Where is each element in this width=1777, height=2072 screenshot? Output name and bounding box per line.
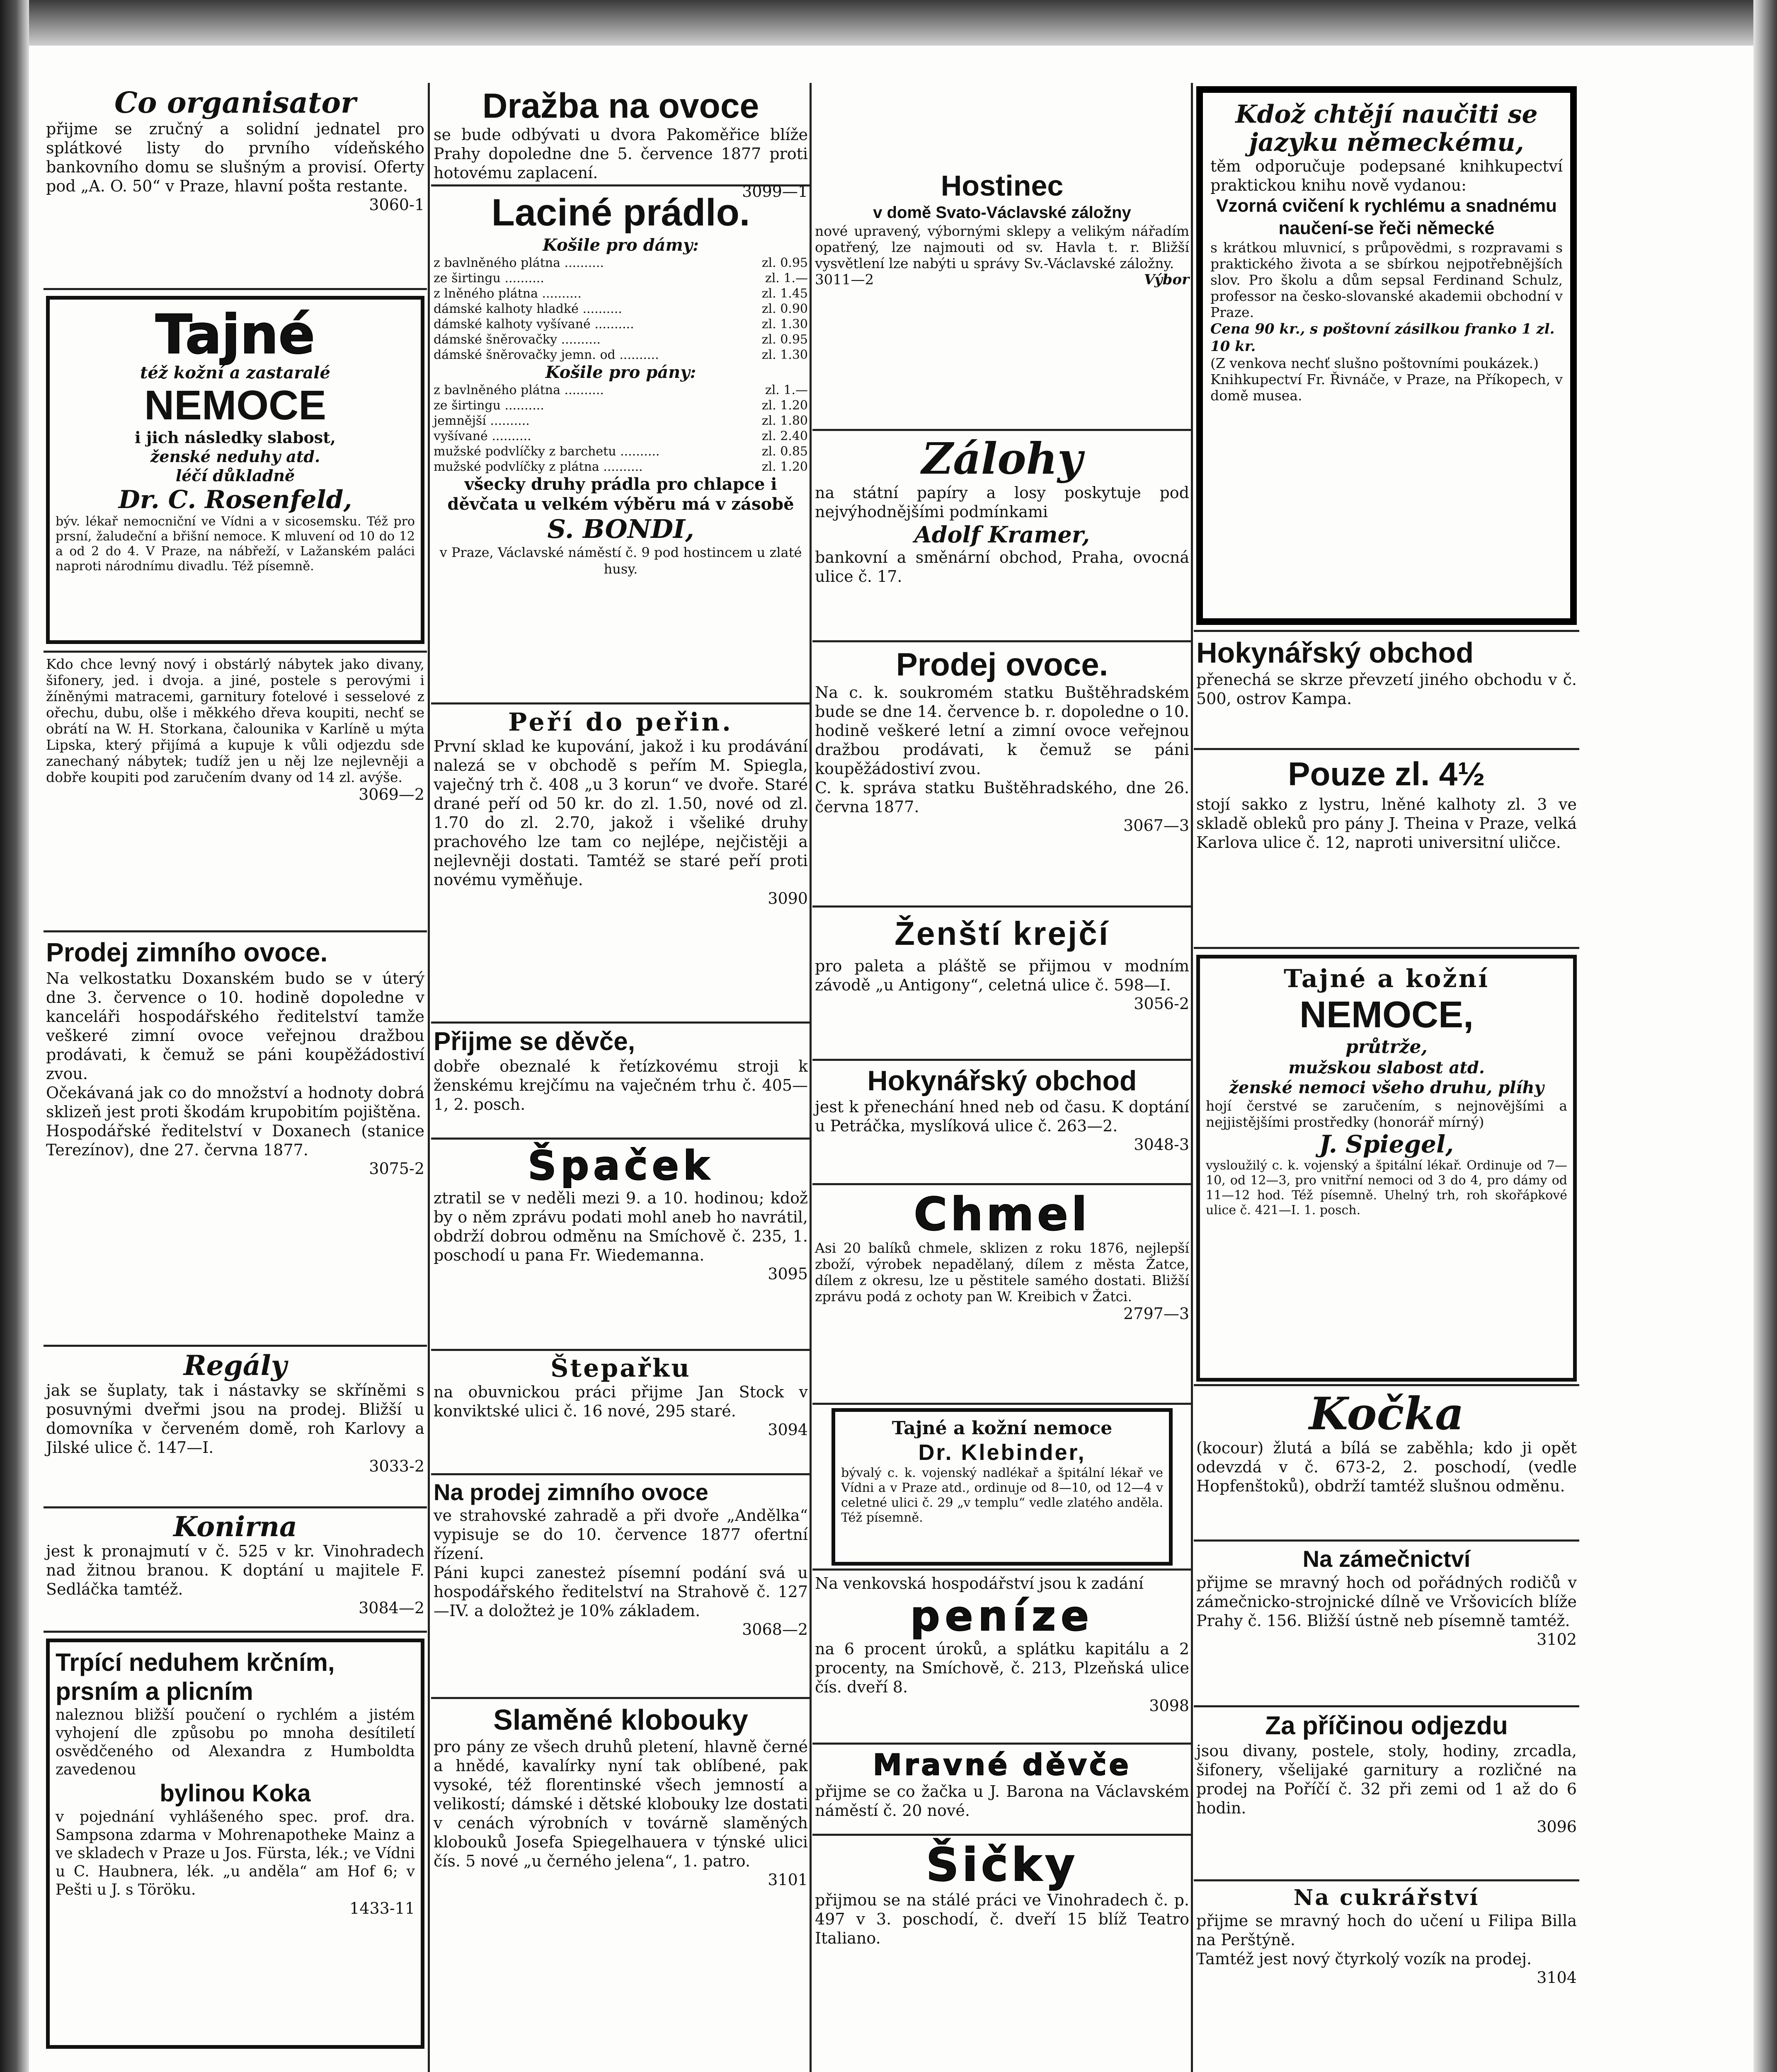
- ad-ref: 3084—2: [359, 1599, 424, 1617]
- ad-trpici: [44, 1633, 427, 2047]
- price-value: zl. 1.45: [761, 286, 808, 301]
- ad-hostinec: [812, 166, 1192, 431]
- ad-chmel: [812, 1185, 1192, 1405]
- ad-hokynarsky-obchod: [812, 1061, 1192, 1185]
- ad-ref: 1433-11: [349, 1899, 415, 1917]
- price-row: [434, 317, 808, 332]
- ad-doctor: J. Spiegel,: [1319, 1130, 1454, 1158]
- ad-ref: 3056-2: [1134, 995, 1189, 1013]
- price-item: dámské kalhoty hladké ..........: [434, 302, 622, 316]
- ad-body: ztratil se v neděli mezi 9. a 10. hodinou; kdož by o něm zprávu podati mohl aneb ho navrátil, obdrží dobrou odměnu na Smíchově č. 235, 1. poschodí u pana Fr. Wiedemanna.: [434, 1189, 808, 1264]
- column-1: [44, 83, 427, 2072]
- price-row: [434, 382, 808, 398]
- ad-publisher: Knihkupectví Fr. Řivnáče, v Praze, na Příkopech, v domě musea.: [1210, 371, 1563, 404]
- ad-mravne-devce: [812, 1745, 1192, 1836]
- ad-product: bylinou Koka: [160, 1780, 311, 1807]
- price-row: [434, 398, 808, 413]
- ad-tajne-kozni-nemoce: [1194, 949, 1579, 1384]
- scan-edge-right: [1753, 0, 1777, 2072]
- price-item: z lněného plátna ..........: [434, 286, 582, 301]
- ad-line: i jich následky slabost,: [135, 428, 336, 447]
- ad-ref: 3011—2: [815, 271, 874, 288]
- ad-ref: 3096: [1537, 1818, 1577, 1836]
- ad-body: C. k. správa statku Buštěhradského, dne 26. června 1877.: [815, 779, 1189, 816]
- ad-body: Na velkostatku Doxanském budo se v úterý dne 3. července o 10. hodině dopoledne v kanceláři hospodářského ředitelství tamže veškeré zimní ovoce veřejnou dražbou prodávati, k čemuž se páni koupěžádostiví zvou.: [46, 969, 424, 1083]
- scan-edge-top: [0, 0, 1777, 46]
- ad-body: přijme se mravný hoch do učení u Filipa Billa na Perštýně.: [1196, 1912, 1577, 1949]
- ad-body: přenechá se skrze převzetí jiného obchodu v č. 500, ostrov Kampa.: [1196, 670, 1577, 708]
- ad-zimni-ovoce: [431, 1475, 810, 1699]
- price-item: z bavlněného plátna ..........: [434, 256, 604, 270]
- ad-prijme-devce: [431, 1024, 810, 1140]
- ad-ref: 3098: [1149, 1697, 1189, 1715]
- ad-body: bývalý c. k. vojenský nadlékař a špitální lékař ve Vídni a v Praze atd., ordinuje od 8—10, od 12—4 v celetné ulici č. 29 „v templu“ vedle zlatého anděla. Též písemně.: [841, 1466, 1163, 1525]
- ad-body: přijme se zručný a solidní jednatel pro splátkové listy do prvního vídeňského bankovního domu se slušným a provisí. Oferty pod „A. O. 50“ v Praze, hlavní pošta restante.: [46, 120, 424, 195]
- price-item: mužské podvlíčky z barchetu ..........: [434, 444, 660, 459]
- ad-title: Tajné: [155, 303, 315, 366]
- price-row: [434, 459, 808, 474]
- ad-line: průtrže,: [1345, 1036, 1428, 1058]
- ad-body: hojí čerstvé se zaručením, s nejnovějšími a nejjistějšími prostředky (honorář mírný): [1206, 1098, 1567, 1130]
- ad-body: První sklad ke kupování, jakož i ku prodávání nalezá se v obchodě s peřím M. Spiegla, vaječný trh č. 408 „u 3 korun“ ve dvoře. Staré drané peří od 50 kr. do zl. 1.50, nové od zl. 1.70 do zl. 2.70, jakož i všeliké druhy prachového lze tam co nejlépe, nejčistěji a nejlevněji dostati. Tamtéž se staré peří proti novému vyměňuje.: [434, 737, 808, 889]
- ad-title: Peří do peřin.: [508, 708, 733, 737]
- price-item: vyšívané ..........: [434, 429, 531, 443]
- ad-book: Vzorná cvičení k rychlému a snadnému naučení-se řeči německé: [1216, 196, 1557, 238]
- ad-title: Kdož chtějí naučiti se jazyku německému,: [1235, 100, 1538, 157]
- ad-title: Mravné děvče: [873, 1748, 1131, 1782]
- ad-line: léčí důkladně: [175, 466, 295, 485]
- price-row: [434, 413, 808, 428]
- ad-title: Tajné a kožní nemoce: [892, 1418, 1113, 1439]
- ad-body: (Z venkova nechť slušno poštovními poukázek.): [1210, 355, 1539, 371]
- ad-firm: S. BONDI,: [547, 514, 694, 544]
- ad-peri: [431, 704, 810, 1024]
- ad-title: Zálohy: [921, 433, 1083, 484]
- ad-title: Dražba na ovoce: [482, 86, 759, 125]
- ad-title: Ženští krejčí: [895, 915, 1110, 952]
- price-row: [434, 428, 808, 444]
- ad-subtitle: v domě Svato-Václavské záložny: [873, 203, 1131, 222]
- ad-nabytek: [44, 651, 427, 932]
- ad-title: Konirna: [173, 1510, 297, 1543]
- ad-title: Hostinec: [941, 169, 1064, 202]
- ad-body: se bude odbývati u dvora Pakoměřice blíže Prahy dopoledne dne 5. července 1877 proti hotovému zaplacení.: [434, 126, 808, 182]
- ad-title: Chmel: [914, 1188, 1091, 1241]
- ad-title: Hokynářský obchod: [867, 1065, 1137, 1097]
- ad-sicky: [812, 1836, 1192, 1973]
- ad-title: Na prodej zimního ovoce: [434, 1479, 708, 1505]
- ad-line: ženské neduhy atd.: [150, 447, 320, 466]
- ad-body: stojí sakko z lystru, lněné kalhoty zl. 3 ve skladě obleků pro pány J. Theina v Praze, velká Karlova ulice č. 12, naproti universitní uličce.: [1196, 795, 1577, 852]
- price-value: zl. 2.40: [761, 429, 808, 443]
- price-value: zl. 0.85: [761, 444, 808, 459]
- ad-body: jsou divany, postele, stoly, hodiny, zrcadla, šifonery, všelijaké garnitury a rozličné na prodej na Poříčí č. 32 při zemi od 1 až do 6 hodin.: [1196, 1742, 1577, 1817]
- ad-title: Prodej ovoce.: [896, 646, 1108, 683]
- ad-price: Cena 90 kr., s poštovní zásilkou franko 1 zl. 10 kr.: [1210, 321, 1555, 355]
- ad-ref: 3069—2: [359, 785, 424, 804]
- ad-konirna: [44, 1508, 427, 1633]
- ad-title: Na cukrářství: [1293, 1885, 1480, 1910]
- ad-slamene-klobouky: [431, 1699, 810, 2055]
- price-row: [434, 444, 808, 459]
- ad-title: Přijme se děvče,: [434, 1027, 635, 1056]
- price-value: zl. 1.80: [761, 414, 808, 428]
- price-value: zl. 0.90: [761, 302, 808, 316]
- ad-body: pro paleta a pláště se přijmou v modním závodě „u Antigony“, celetná ulice č. 598—I.: [815, 957, 1189, 994]
- ad-body: vysloužilý c. k. vojenský a špitální lékař. Ordinuje od 7—10, od 12—3, pro vnitřní nemoci od 3 do 4, pro dámy od 11—12 hod. Též písemně. Uhelný trh, roh skořápkové ulice č. 421—I. 1. posch.: [1206, 1158, 1567, 1218]
- ad-ref: 3104: [1537, 1968, 1577, 1987]
- ad-title: Slaměné klobouky: [493, 1704, 748, 1736]
- ad-line: ženské nemoci všeho druhu, plíhy: [1229, 1078, 1544, 1097]
- price-list-men: [434, 382, 808, 474]
- ad-title: Trpící neduhem krčním, prsním a plicním: [56, 1648, 335, 1705]
- ad-title: Tajné a kožní: [1283, 964, 1490, 993]
- ad-ref: 3060-1: [369, 196, 424, 214]
- ad-body: přijme se mravný hoch od pořádných rodičů v zámečnicko-strojnické dílně ve Vršovicích blíže Prahy č. 156. Bližší ústně neb písemně tamtéž.: [1196, 1573, 1577, 1630]
- price-value: zl. 1.20: [761, 398, 808, 413]
- price-item: z bavlněného plátna ..........: [434, 383, 604, 397]
- price-row: [434, 332, 808, 347]
- price-value: zl. 0.95: [761, 332, 808, 347]
- ad-zensti-krejci: [812, 908, 1192, 1061]
- ad-body: naleznou bližší poučení o rychlém a jistém vyhojení dle způsobu po mnoha desítiletí osvědčeného od Alexandra z Humboldta zavedenou: [56, 1706, 415, 1778]
- ad-body: na 6 procent úroků, a splátku kapitálu a 2 procenty, na Smíchově, č. 213, Plzeňská ulice čís. dveří 8.: [815, 1640, 1189, 1696]
- ad-body: ve strahovské zahradě a při dvoře „Andělka“ vypisuje se do 10. července 1877 ofertní řízení.: [434, 1506, 808, 1563]
- ad-body: (kocour) žlutá a bílá se zaběhla; kdo ji opět odevzdá v č. 673-2, 2. poschodí, (vedle Hopfenštoků), obdrží tamtéž slušnou odměnu.: [1196, 1439, 1577, 1495]
- ad-steparku: [431, 1351, 810, 1475]
- ad-klebinder: [812, 1405, 1192, 1571]
- price-value: zl. 1.30: [761, 348, 808, 362]
- price-value: zl. 1.30: [761, 317, 808, 332]
- ad-title: peníze: [910, 1592, 1094, 1640]
- ad-line: mužskou slabost atd.: [1288, 1058, 1485, 1077]
- ad-body: nové upravený, výbornými sklepy a velikým nářadím opatřený, lze najmouti od sv. Havla t. r. Bližší vysvětlení lze nabýti u správy Sv.-Václavské záložny.: [815, 223, 1189, 271]
- ad-subtitle: Košile pro pány:: [545, 363, 696, 382]
- ad-regaly: [44, 1347, 427, 1508]
- ad-subtitle: též kožní a zastaralé: [140, 363, 330, 382]
- ad-body: Hospodářské ředitelství v Doxanech (stanice Terezínov), dne 27. června 1877.: [46, 1122, 424, 1159]
- ad-prodej-zimniho-ovoce: [44, 932, 427, 1347]
- ad-address: v Praze, Václavské náměstí č. 9 pod hostincem u zlaté husy.: [439, 545, 802, 577]
- ad-title: Na zámečnictví: [1302, 1546, 1471, 1572]
- ad-body: býv. lékař nemocniční ve Vídni a v sicosemsku. Též pro prsní, žaludeční a břišní nemoce. K mluvení od 10 do 12 a od 2 do 4. V Praze, na nábřeží, v Lažanském paláci naproti národnímu divadlu. Též písemně.: [56, 514, 415, 574]
- ad-intro: Na venkovská hospodářství jsou k zadání: [815, 1574, 1144, 1593]
- ad-tajne-nemoce: [44, 290, 427, 651]
- ad-title: Prodej zimního ovoce.: [46, 937, 328, 967]
- price-item: mužské podvlíčky z plátna ..........: [434, 460, 643, 474]
- column-4: [1194, 83, 1579, 2072]
- ad-zamecnictvi: [1194, 1542, 1579, 1707]
- ad-jazyk-nemecky: [1194, 83, 1579, 630]
- ad-body: v pojednání vyhlášeného spec. prof. dra. Sampsona zdarma v Mohrenapotheke Mainz a ve skladech v Praze u Jos. Fürsta, lék.; ve Vídni u C. Haubnera, lék. „u anděla“ am Hof 6; v Pešti u J. s Töröku.: [56, 1808, 415, 1898]
- column-3: [812, 83, 1192, 2072]
- ad-title: Kočka: [1309, 1388, 1464, 1440]
- price-value: zl. 0.95: [761, 256, 808, 270]
- ad-title: Pouze zl. 4½: [1288, 755, 1485, 792]
- ad-spacek: [431, 1140, 810, 1351]
- ad-body: Na c. k. soukromém statku Buštěhradském bude se dne 14. července b. r. dopoledne o 10. hodině veškeré letní a zimní ovoce veřejnou dražbou prodávati, k čemuž se páni koupěžádostiví zvou.: [815, 683, 1189, 778]
- ad-doctor: Dr. Klebinder,: [918, 1440, 1086, 1465]
- ad-ref: 3090: [768, 889, 808, 908]
- ad-body: jest k přenechání hned neb od času. K doptání u Petráčka, myslíková ulice č. 263—2.: [815, 1098, 1189, 1135]
- ad-body: Očekávaná jak co do množství a hodnoty dobrá sklizeň jest proti škodám krupobitím pojištěna.: [46, 1084, 424, 1121]
- ad-hokynarsky-obchod-2: [1194, 630, 1579, 750]
- ad-ref: 3099—1: [742, 182, 808, 201]
- ad-kocka: [1194, 1384, 1579, 1542]
- ad-signature: Výbor: [1144, 271, 1189, 288]
- ad-ref: 3048-3: [1134, 1135, 1189, 1154]
- column-2: [431, 83, 810, 2072]
- ad-title-2: NEMOCE,: [1299, 994, 1474, 1036]
- price-row: [434, 271, 808, 286]
- ad-body: Tamtéž jest nový čtyrkolý vozík na prodej.: [1196, 1950, 1532, 1968]
- ad-title-2: NEMOCE: [144, 382, 326, 428]
- ad-zalohy: [812, 431, 1192, 642]
- ad-footer: všecky druhy prádla pro chlapce i děvčata u velkém výběru má v zásobě: [447, 474, 794, 514]
- ad-title: Špaček: [528, 1143, 714, 1189]
- ad-ref: 3102: [1537, 1630, 1577, 1648]
- price-item: dámské šněrovačky jemn. od ..........: [434, 348, 659, 362]
- ad-penize: [812, 1571, 1192, 1745]
- ad-body: jak se šuplaty, tak i nástavky se skříněmi s posuvnými dveřmi jsou na prodej. Bližší u domovníka v červeném domě, roh Karlovy a Jilské ulice č. 147—I.: [46, 1381, 424, 1457]
- ad-title: Regály: [183, 1349, 287, 1382]
- ad-name: Adolf Kramer,: [914, 521, 1090, 548]
- ad-ref: 2797—3: [1123, 1305, 1189, 1323]
- ad-pouze: [1194, 750, 1579, 949]
- price-item: ze širtingu ..........: [434, 398, 544, 413]
- ad-ref: 3075-2: [369, 1159, 424, 1178]
- ad-body: na obuvnickou práci přijme Jan Stock v konviktské ulici č. 16 nové, 295 staré.: [434, 1383, 808, 1420]
- price-row: [434, 286, 808, 301]
- ad-title: Co organisator: [114, 85, 356, 120]
- ad-body: dobře obeznalé k řetízkovému stroji k ženskému krejčímu na vaječném trhu č. 405—1, 2. posch.: [434, 1057, 808, 1113]
- price-item: jemnější ..........: [434, 414, 530, 428]
- ad-title: Hokynářský obchod: [1196, 637, 1474, 669]
- ad-prodej-ovoce: [812, 642, 1192, 908]
- ad-za-pricinou-odjezdu: [1194, 1707, 1579, 1881]
- ad-body: těm odporučuje podepsané knihkupectví praktickou knihu nově vydanou:: [1210, 157, 1563, 194]
- ad-title: Štepařku: [550, 1354, 691, 1383]
- price-list-women: [434, 255, 808, 363]
- ad-body: na státní papíry a losy poskytuje pod nejvýhodnějšími podmínkami: [815, 484, 1189, 521]
- price-item: dámské kalhoty vyšívané ..........: [434, 317, 634, 332]
- price-item: ze širtingu ..........: [434, 271, 544, 286]
- ad-body: s krátkou mluvnicí, s průpovědmi, s rozpravami s praktického života a se sbírkou nejpotřebnějších slov. Pro školu a dům sepsal Ferdinand Schulz, professor na česko-slovanské akademii obchodní v Praze.: [1210, 240, 1563, 320]
- ad-doctor: Dr. C. Rosenfeld,: [118, 485, 352, 514]
- price-item: dámské šněrovačky ..........: [434, 332, 601, 347]
- price-value: zl. 1.—: [765, 271, 808, 286]
- ad-lacine-pradlo: [431, 186, 810, 704]
- column-rule: [428, 83, 430, 2072]
- ad-body: jest k pronajmutí v č. 525 v kr. Vinohradech nad žitnou branou. K doptání u majitele F. Sedláčka tamtéž.: [46, 1542, 424, 1598]
- ad-body: přijmou se na stálé práci ve Vinohradech č. p. 497 v 3. poschodí, č. dveří 15 blíž Teatro Italiano.: [815, 1891, 1189, 1947]
- ad-body: pro pány ze všech druhů pletení, hlavně černé a hnědé, kavalírky nyní tak oblíbené, pak vysoké, též florentinské všech jemností a velikostí; dámské i dětské klobouky lze dostati v cenách výrobních v továrně slaměných klobouků Josefa Spiegelhauera v týnské ulici čís. 5 nové „u černého jelena“, 1. patro.: [434, 1738, 808, 1870]
- ad-body: bankovní a směnární obchod, Praha, ovocná ulice č. 17.: [815, 548, 1189, 586]
- price-row: [434, 255, 808, 271]
- ad-body: Asi 20 balíků chmele, sklizen z roku 1876, nejlepší zboží, výrobek nepadělaný, dílem z města Žatce, dílem z okresu, lze u pěstitele samého dostati. Bližší zprávu podá z ochoty pan W. Kreibich v Žatci.: [815, 1240, 1189, 1305]
- ad-title: Laciné prádlo.: [491, 191, 750, 234]
- ad-subtitle: Košile pro dámy:: [543, 235, 699, 255]
- ad-body: Páni kupci zanesteż písemní podání svá u hospodářského ředitelství na Strahově č. 127—IV. a doložteż je 10% základem.: [434, 1564, 808, 1620]
- ad-drazba-na-ovoce: [431, 83, 810, 201]
- ad-ref: 3068—2: [742, 1620, 808, 1639]
- ad-ref: 3094: [768, 1421, 808, 1439]
- ad-ref: 3033-2: [369, 1457, 424, 1475]
- price-value: zl. 1.—: [765, 383, 808, 397]
- scan-edge-left: [0, 0, 29, 2072]
- ad-ref: 3101: [768, 1871, 808, 1889]
- ad-ref: 3095: [768, 1265, 808, 1283]
- price-row: [434, 347, 808, 363]
- ad-title: Za příčinou odjezdu: [1265, 1711, 1508, 1740]
- ad-cukrarstvi: [1194, 1881, 1579, 2014]
- ad-title: Šičky: [926, 1838, 1078, 1891]
- ad-organisator: [44, 83, 427, 290]
- ad-ref: 3067—3: [1123, 816, 1189, 835]
- price-row: [434, 301, 808, 317]
- ad-body: přijme se co žačka u J. Barona na Václavském náměstí č. 20 nové.: [815, 1782, 1189, 1820]
- ad-body: Kdo chce levný nový i obstárlý nábytek jako divany, šifonery, jed. i dvoja. a jiné, postele s perovými i žíněnými matracemi, garnitury fotelové i sesselové z ořechu, dubu, olše i měkkého dřeva koupiti, nechť se obrátí na W. H. Storkana, čalounika v Karlíně u mýta Lipska, který přijímá a kupuje k vůli odjezdu sde zanechaný nábytek; tudíž jen u něj lze nejlevněji a dobře koupiti pod zaručením dvany od 14 zl. avýše.: [46, 656, 424, 785]
- price-value: zl. 1.20: [761, 460, 808, 474]
